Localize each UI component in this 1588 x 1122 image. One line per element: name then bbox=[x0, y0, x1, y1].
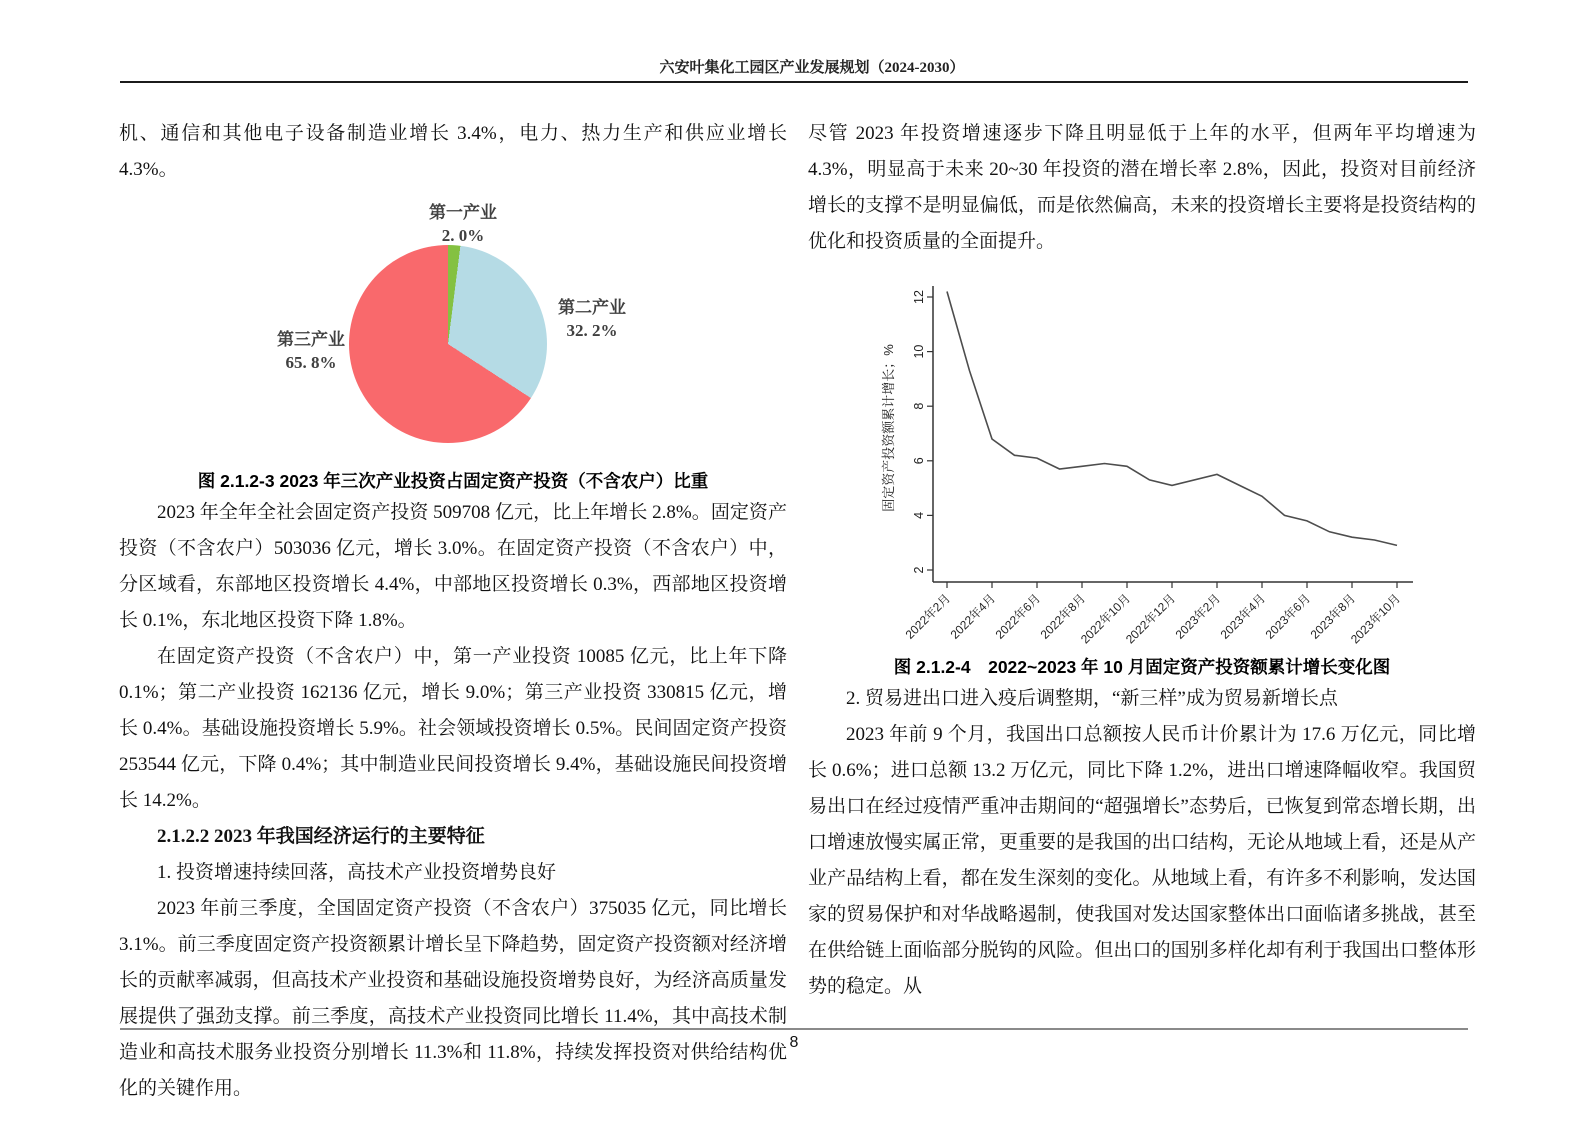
y-tick-label: 10 bbox=[912, 344, 926, 359]
pie-label-tertiary-industry bbox=[226, 328, 396, 374]
pie-label-name: 第一产业 bbox=[429, 203, 497, 222]
line-chart-svg bbox=[863, 268, 1423, 653]
x-tick-label: 2023年8月 bbox=[1307, 591, 1359, 642]
left-column bbox=[119, 116, 787, 1107]
document-header-title: 六安叶集化工园区产业发展规划（2024-2030） bbox=[659, 60, 965, 76]
section-heading-2122: 2.1.2.2 2023 年我国经济运行的主要特征 bbox=[157, 826, 485, 847]
x-tick-label: 2022年10月 bbox=[1077, 591, 1134, 647]
paragraph-continuation: 机、通信和其他电子设备制造业增长 3.4%，电力、热力生产和供应业增长 4.3%。 bbox=[119, 123, 787, 180]
paragraph-investment-outlook: 尽管 2023 年投资增速逐步下降且明显低于上年的水平，但两年平均增速为 4.3%，明显高于未来 20~30 年投资的潜在增长率 2.8%，因此，投资对目前经济增长的支撑不是明显偏低，而是依然偏高，未来的投资增长主要将是投资结构的优化和投资质量的全面提升。 bbox=[808, 123, 1476, 252]
y-axis-title: 固定资产投资额累计增长；% bbox=[881, 344, 896, 512]
x-tick-label: 2022年8月 bbox=[1037, 591, 1089, 642]
pie-chart-figure bbox=[119, 197, 787, 467]
figure-caption-pie: 图 2.1.2-3 2023 年三次产业投资占固定资产投资（不含农户）比重 bbox=[197, 471, 709, 491]
page-body bbox=[119, 116, 1476, 1107]
list-item-1: 1. 投资增速持续回落，高技术产业投资增势良好 bbox=[157, 862, 557, 883]
x-tick-label: 2023年6月 bbox=[1262, 591, 1314, 642]
x-tick-label: 2022年4月 bbox=[947, 591, 999, 642]
list-item-2: 2. 贸易进出口进入疫后调整期，“新三样”成为贸易新增长点 bbox=[846, 688, 1338, 709]
paragraph-high-tech-investment: 2023 年前三季度，全国固定资产投资（不含农户）375035 亿元，同比增长 3.1%。前三季度固定资产投资额累计增长呈下降趋势，固定资产投资额对经济增长的贡献率减弱，但高技术产业投资和基础设施投资增势良好，为经济高质量发展提供了强劲支撑。前三季度，高技术产业投资同比增长 11.4%，其中高技术制造业和高技术服务业投资分别增长 11.3%和 11.8%，持续发挥投资对供给结构优化的关键作用。 bbox=[119, 898, 787, 1099]
paragraph-industry-investment: 在固定资产投资（不含农户）中，第一产业投资 10085 亿元，比上年下降 0.1%；第二产业投资 162136 亿元，增长 9.0%；第三产业投资 330815 亿元，增长 0.4%。基础设施投资增长 5.9%。社会领域投资增长 0.5%。民间固定资产投资 253544 亿元，下降 0.4%；其中制造业民间投资增长 9.4%，基础设施民间投资增长 14.2%。 bbox=[119, 646, 787, 811]
page-number: 8 bbox=[789, 1034, 799, 1051]
pie-label-name: 第二产业 bbox=[558, 298, 626, 317]
y-tick-label: 12 bbox=[912, 290, 926, 304]
pie-label-secondary-industry bbox=[507, 296, 677, 342]
footer-divider bbox=[120, 1028, 1468, 1030]
y-tick-label: 6 bbox=[912, 457, 926, 465]
paragraph-trade: 2023 年前 9 个月，我国出口总额按人民币计价累计为 17.6 万亿元，同比增长 0.6%；进口总额 13.2 万亿元，同比下降 1.2%，进出口增速降幅收窄。我国贸易出口在经过疫情严重冲击期间的“超强增长”态势后，已恢复到常态增长期，出口增速放慢实属正常，更重要的是我国的出口结构，无论从地域上看，还是从产业产品结构上看，都在发生深刻的变化。从地域上看，有许多不利影响，发达国家的贸易保护和对华战略遏制，使我国对发达国家整体出口面临诸多挑战，甚至在供给链上面临部分脱钩的风险。但出口的国别多样化却有利于我国出口整体形势的稳定。从 bbox=[808, 724, 1476, 997]
pie-label-value: 32. 2% bbox=[566, 321, 618, 340]
data-line bbox=[947, 292, 1397, 546]
x-tick-label: 2023年4月 bbox=[1217, 591, 1269, 642]
header-divider bbox=[120, 81, 1468, 83]
pie-label-primary-industry bbox=[378, 201, 548, 247]
figure-caption-line: 图 2.1.2-4 2022~2023 年 10 月固定资产投资额累计增长变化图 bbox=[893, 657, 1391, 677]
x-tick-label: 2023年10月 bbox=[1347, 591, 1404, 647]
x-tick-label: 2022年2月 bbox=[902, 591, 954, 642]
line-chart bbox=[808, 268, 1476, 653]
paragraph-fixed-asset-investment: 2023 年全年全社会固定资产投资 509708 亿元，比上年增长 2.8%。固定资产投资（不含农户）503036 亿元，增长 3.0%。在固定资产投资（不含农户）中，分区域看，东部地区投资增长 4.4%，中部地区投资增长 0.3%，西部地区投资增长 0.1%，东北地区投资下降 1.8%。 bbox=[119, 502, 787, 631]
line-chart-figure bbox=[808, 268, 1476, 653]
x-tick-label: 2023年2月 bbox=[1172, 591, 1224, 642]
pie-label-name: 第三产业 bbox=[277, 330, 345, 349]
y-tick-label: 8 bbox=[912, 402, 926, 410]
x-tick-label: 2022年6月 bbox=[992, 591, 1044, 642]
x-tick-label: 2022年12月 bbox=[1122, 591, 1179, 647]
y-tick-label: 4 bbox=[912, 511, 926, 519]
right-column bbox=[808, 116, 1476, 1107]
y-tick-label: 2 bbox=[912, 566, 926, 574]
pie-label-value: 2. 0% bbox=[441, 226, 485, 245]
pie-label-value: 65. 8% bbox=[285, 353, 337, 372]
